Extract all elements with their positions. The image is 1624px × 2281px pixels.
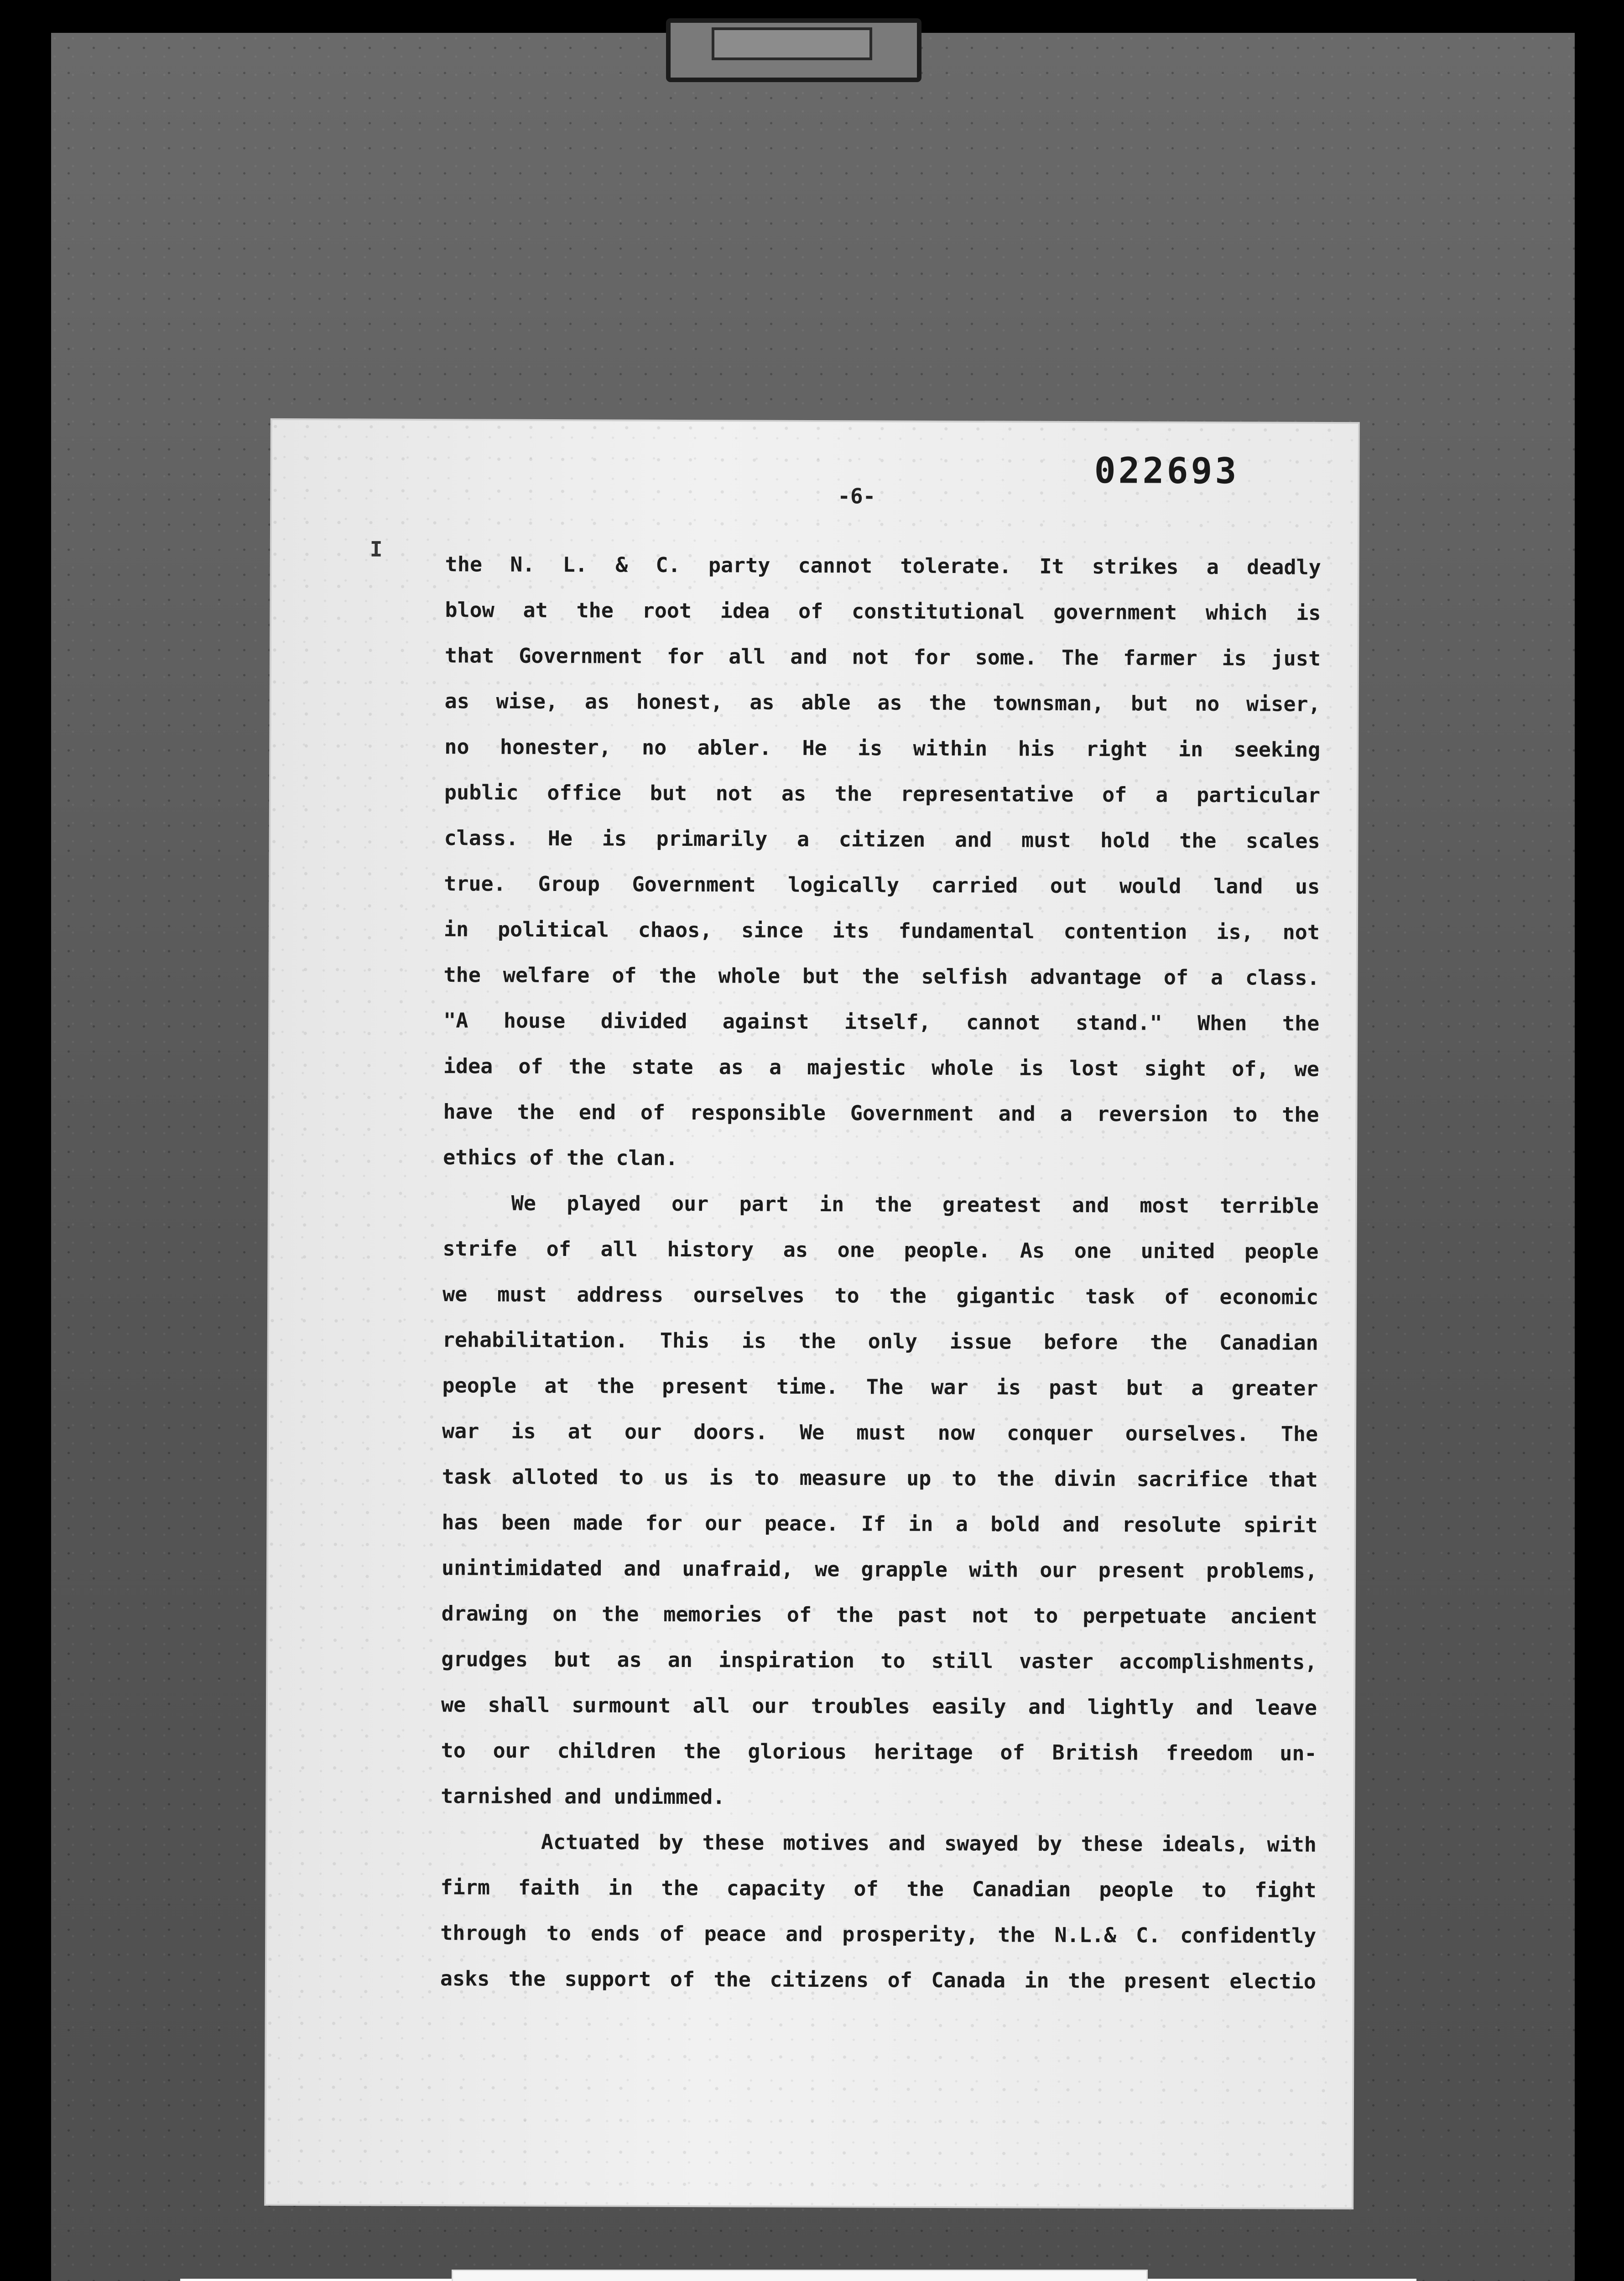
text-line: we shall surmount all our troubles easily and lightly and leave: [441, 1693, 1317, 1720]
text-line: war is at our doors. We must now conquer ourselves. The: [442, 1419, 1318, 1446]
text-line: idea of the state as a majestic whole is lost sight of, we: [443, 1054, 1319, 1081]
text-line: grudges but as an inspiration to still vaster accomplishments,: [441, 1647, 1317, 1674]
text-line: in political chaos, since its fundamental contention is, not: [443, 917, 1320, 944]
text-line: strife of all history as one people. As one united people: [442, 1236, 1319, 1264]
text-line: to our children the glorious heritage of British freedom un-: [441, 1738, 1317, 1765]
text-line: task alloted to us is to measure up to the divin sacrifice that: [442, 1464, 1318, 1492]
text-line: blow at the root idea of constitutional government which is: [445, 598, 1321, 625]
text-line: true. Group Government logically carried out would land us: [444, 871, 1320, 899]
text-line: the welfare of the whole but the selfish advantage of a class.: [443, 963, 1320, 990]
text-line: ethics of the clan.: [443, 1145, 678, 1170]
page-number: -6-: [838, 484, 876, 509]
text-line: We played our part in the greatest and most terrible: [511, 1191, 1319, 1218]
typewritten-page: [266, 420, 1358, 2208]
text-line: firm faith in the capacity of the Canadian people to fight: [440, 1875, 1317, 1902]
margin-mark: I: [370, 536, 383, 562]
text-line: "A house divided against itself, cannot stand." When the: [443, 1008, 1320, 1036]
text-line: Actuated by these motives and swayed by these ideals, with: [541, 1829, 1317, 1857]
text-line: the N. L. & C. party cannot tolerate. It strikes a deadly: [445, 552, 1321, 579]
text-line: public office but not as the representative of a particular: [444, 780, 1321, 807]
text-line: that Government for all and not for some. The farmer is just: [444, 643, 1321, 671]
text-line: people at the present time. The war is past but a greater: [442, 1373, 1318, 1401]
text-line: no honester, no abler. He is within his right in seeking: [444, 734, 1321, 762]
text-line: as wise, as honest, as able as the townsman, but no wiser,: [444, 689, 1321, 716]
body-text: [440, 542, 1321, 2005]
text-line: have the end of responsible Government and a reversion to the: [443, 1099, 1319, 1127]
binder-clip-inner: [712, 27, 872, 60]
text-line: through to ends of peace and prosperity, the N.L.& C. confidently: [440, 1921, 1317, 1948]
text-line: tarnished and undimmed.: [441, 1784, 725, 1809]
text-line: has been made for our peace. If in a bold and resolute spirit: [442, 1510, 1318, 1537]
text-line: unintimidated and unafraid, we grapple with our present problems,: [441, 1556, 1318, 1583]
document-number: 022693: [1094, 450, 1239, 492]
text-line: drawing on the memories of the past not to perpetuate ancient: [441, 1601, 1317, 1629]
text-line: asks the support of the citizens of Canada in the present electio: [440, 1966, 1316, 1994]
archive-label-tab: [452, 2270, 1148, 2281]
text-line: class. He is primarily a citizen and must hold the scales: [444, 826, 1320, 853]
text-line: we must address ourselves to the gigantic task of economic: [442, 1282, 1319, 1309]
text-line: rehabilitation. This is the only issue before the Canadian: [442, 1328, 1318, 1355]
